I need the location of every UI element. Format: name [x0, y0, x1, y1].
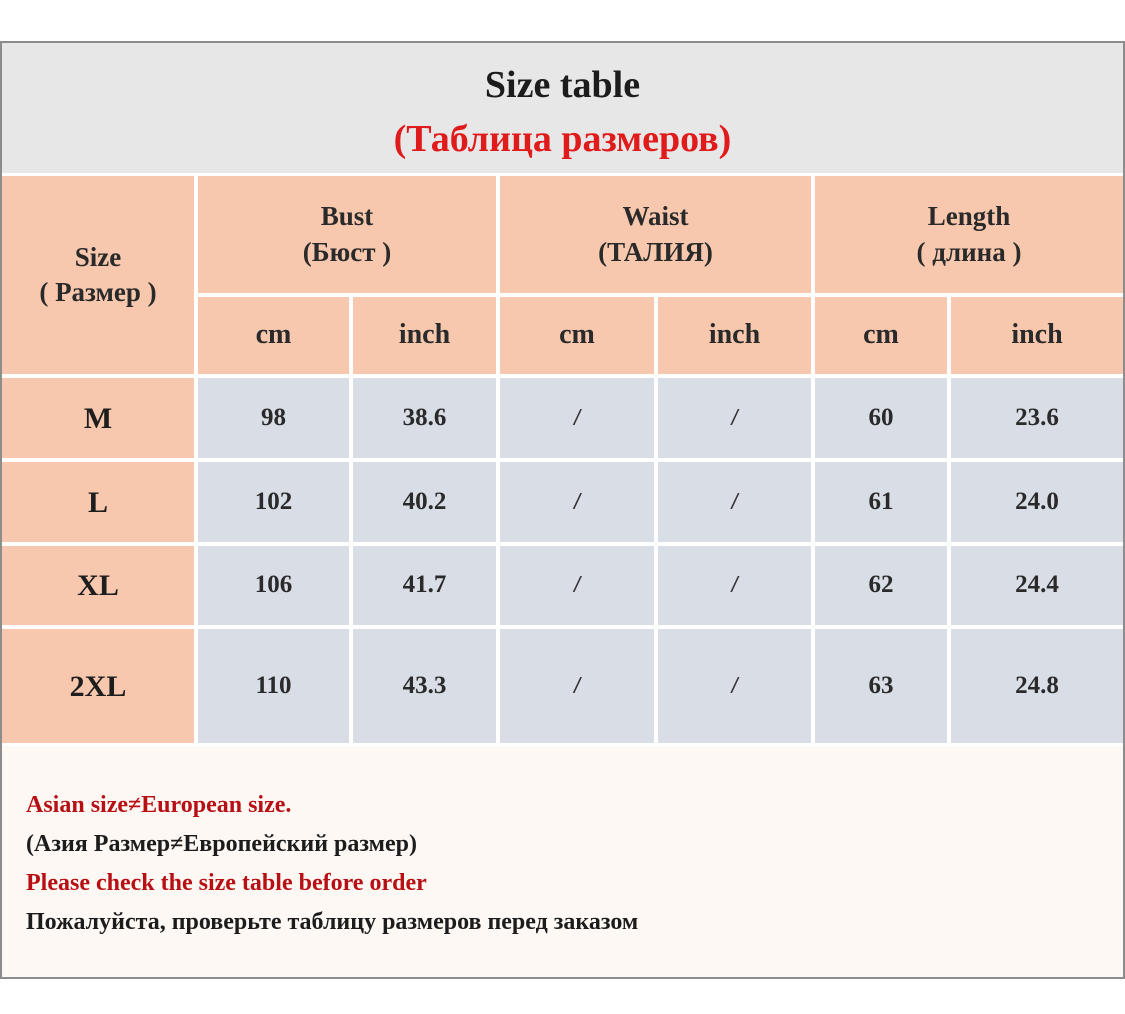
bust-cm-header: cm — [198, 297, 349, 374]
bust-cm-cell: 98 — [198, 378, 349, 458]
length-header-ru: ( длина ) — [916, 236, 1022, 267]
bust-cm-cell: 110 — [198, 629, 349, 743]
waist-inch-cell: / — [658, 629, 811, 743]
bust-inch-cell: 41.7 — [353, 546, 496, 625]
size-header-en: Size — [74, 241, 122, 272]
bust-column-header — [198, 176, 496, 293]
row-size-label: XL — [2, 546, 194, 625]
bust-inch-cell: 43.3 — [353, 629, 496, 743]
notes-panel — [2, 746, 1123, 977]
length-cm-cell: 62 — [815, 546, 947, 625]
length-inch-cell: 23.6 — [951, 378, 1123, 458]
length-cm-header: cm — [815, 297, 947, 374]
waist-inch-cell: / — [658, 462, 811, 542]
length-column-header — [815, 176, 1123, 293]
waist-header-en: Waist — [622, 201, 689, 232]
waist-cm-cell: / — [500, 462, 654, 542]
note-asian-size-ru: (Азия Размер≠Европейский размер) — [26, 831, 418, 857]
waist-inch-cell: / — [658, 546, 811, 625]
waist-cm-cell: / — [500, 546, 654, 625]
length-inch-cell: 24.4 — [951, 546, 1123, 625]
size-header-ru: ( Размер ) — [39, 277, 157, 307]
length-cm-cell: 60 — [815, 378, 947, 458]
waist-header-ru: (ТАЛИЯ) — [598, 236, 713, 267]
row-size-label: L — [2, 462, 194, 542]
chart-subtitle: (Таблица размеров) — [393, 118, 732, 160]
waist-inch-header: inch — [658, 297, 811, 374]
length-inch-cell: 24.8 — [951, 629, 1123, 743]
size-chart — [0, 41, 1125, 979]
note-check-table-ru: Пожалуйста, проверьте таблицу размеров перед заказом — [26, 909, 639, 935]
length-header-en: Length — [927, 201, 1011, 232]
waist-cm-cell: / — [500, 378, 654, 458]
bust-header-ru: (Бюст ) — [302, 236, 392, 267]
bust-inch-cell: 38.6 — [353, 378, 496, 458]
size-column-header — [2, 176, 194, 374]
row-size-label: M — [2, 378, 194, 458]
length-cm-cell: 61 — [815, 462, 947, 542]
waist-column-header — [500, 176, 811, 293]
note-check-table-en: Please check the size table before order — [26, 870, 427, 896]
length-inch-cell: 24.0 — [951, 462, 1123, 542]
bust-cm-cell: 106 — [198, 546, 349, 625]
length-cm-cell: 63 — [815, 629, 947, 743]
waist-cm-cell: / — [500, 629, 654, 743]
chart-title: Size table — [484, 64, 641, 106]
bust-header-en: Bust — [320, 201, 374, 232]
note-asian-size-en: Asian size≠European size. — [26, 792, 292, 818]
bust-inch-cell: 40.2 — [353, 462, 496, 542]
length-inch-header: inch — [951, 297, 1123, 374]
bust-cm-cell: 102 — [198, 462, 349, 542]
row-size-label: 2XL — [2, 629, 194, 743]
waist-cm-header: cm — [500, 297, 654, 374]
bust-inch-header: inch — [353, 297, 496, 374]
waist-inch-cell: / — [658, 378, 811, 458]
chart-header — [2, 43, 1123, 173]
